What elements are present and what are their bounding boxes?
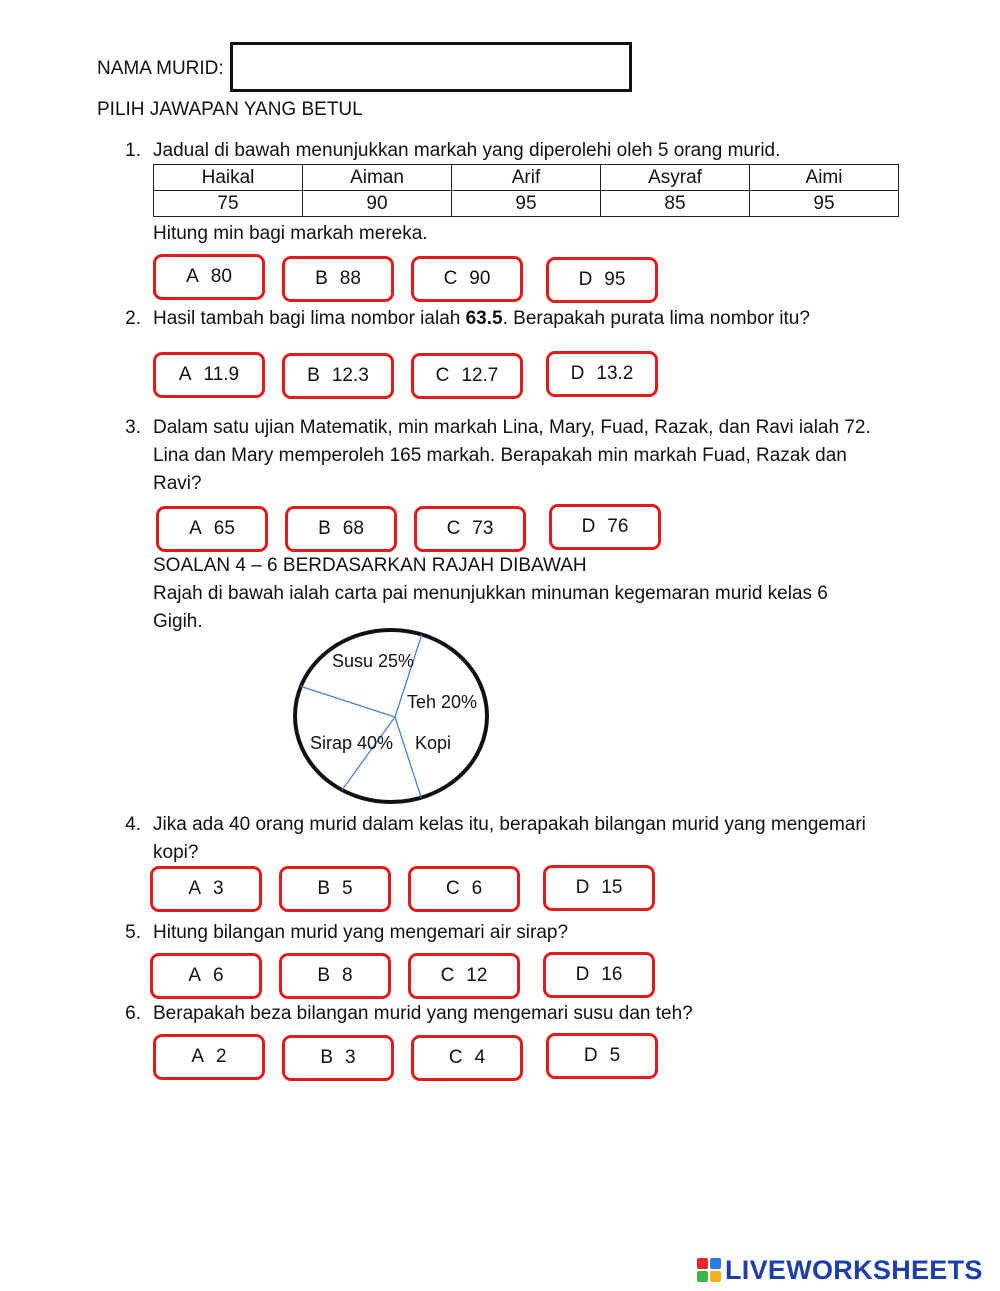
table-cell: Haikal — [154, 165, 303, 191]
q6-option-c[interactable] — [411, 1035, 523, 1081]
option-value: 8 — [342, 965, 353, 986]
option-letter: C — [435, 365, 450, 386]
option-value: 12.3 — [331, 365, 369, 386]
option-value: 11.9 — [203, 364, 240, 385]
q1-option-a[interactable] — [153, 254, 265, 300]
question-2-text — [153, 308, 810, 330]
option-letter: D — [575, 964, 590, 985]
option-letter: B — [318, 518, 331, 539]
section-description-line-2: Gigih. — [153, 611, 203, 632]
question-4-line-2: kopi? — [153, 842, 199, 863]
question-3-line-3: Ravi? — [153, 473, 202, 494]
section-title: SOALAN 4 – 6 BERDASARKAN RAJAH DIBAWAH — [153, 555, 587, 576]
option-value: 2 — [216, 1046, 227, 1067]
marks-table — [153, 164, 899, 217]
option-value: 65 — [213, 518, 235, 539]
q5-option-c[interactable] — [408, 953, 520, 999]
option-value: 6 — [471, 878, 483, 899]
question-5-number: 5. — [125, 922, 141, 943]
option-letter: A — [178, 364, 192, 385]
table-cell: 90 — [303, 191, 452, 217]
q3-option-b[interactable] — [285, 506, 397, 552]
q1-option-b[interactable] — [282, 256, 394, 302]
option-value: 12 — [466, 965, 488, 986]
option-letter: D — [583, 1045, 598, 1066]
table-cell: Aiman — [303, 165, 452, 191]
option-value: 16 — [601, 964, 623, 985]
question-3-line-2: Lina dan Mary memperoleh 165 markah. Berapakah min markah Fuad, Razak dan — [153, 445, 847, 466]
table-row — [154, 191, 899, 217]
option-letter: A — [191, 1046, 205, 1067]
name-label: NAMA MURID: — [97, 58, 224, 79]
option-letter: B — [315, 268, 328, 289]
question-1-number: 1. — [125, 140, 141, 161]
logo-square-icon — [697, 1271, 708, 1282]
question-2-text-start: Hasil tambah bagi lima nombor ialah — [153, 308, 466, 329]
question-1-subtext: Hitung min bagi markah mereka. — [153, 223, 428, 244]
slice-label-kopi: Kopi — [415, 733, 452, 753]
option-letter: D — [581, 516, 596, 537]
logo-square-icon — [710, 1258, 721, 1269]
q4-option-b[interactable] — [279, 866, 391, 912]
q5-option-a[interactable] — [150, 953, 262, 999]
option-letter: D — [575, 877, 590, 898]
q5-option-d[interactable] — [543, 952, 655, 998]
q6-option-b[interactable] — [282, 1035, 394, 1081]
question-3-line-1: Dalam satu ujian Matematik, min markah Lina, Mary, Fuad, Razak, dan Ravi ialah 72. — [153, 417, 871, 438]
question-5-text: Hitung bilangan murid yang mengemari air sirap? — [153, 922, 569, 943]
table-cell: 85 — [601, 191, 750, 217]
option-letter: A — [189, 518, 202, 539]
option-value: 5 — [342, 878, 353, 899]
question-1-text: Jadual di bawah menunjukkan markah yang diperolehi oleh 5 orang murid. — [153, 140, 781, 161]
option-letter: A — [186, 266, 199, 287]
question-6-number: 6. — [125, 1003, 141, 1024]
q4-option-a[interactable] — [150, 866, 262, 912]
option-letter: A — [188, 965, 202, 986]
q3-option-c[interactable] — [414, 506, 526, 552]
section-description-line-1: Rajah di bawah ialah carta pai menunjukkan minuman kegemaran murid kelas 6 — [153, 583, 828, 604]
q1-option-c[interactable] — [411, 256, 523, 302]
option-value: 95 — [604, 269, 626, 290]
option-value: 68 — [342, 518, 364, 539]
option-letter: C — [448, 1047, 463, 1068]
option-value: 90 — [469, 268, 491, 289]
logo-square-icon — [710, 1271, 721, 1282]
question-2-bold-number: 63.5 — [465, 308, 503, 329]
table-row — [154, 165, 899, 191]
question-4-line-1: Jika ada 40 orang murid dalam kelas itu, berapakah bilangan murid yang mengemari — [153, 814, 866, 835]
option-letter: C — [443, 268, 458, 289]
q3-option-a[interactable] — [156, 506, 268, 552]
student-name-field[interactable] — [230, 42, 632, 92]
question-2-text-end: . Berapakah purata lima nombor itu? — [502, 308, 810, 329]
question-6-text: Berapakah beza bilangan murid yang mengemari susu dan teh? — [153, 1003, 693, 1024]
option-value: 3 — [345, 1047, 356, 1068]
option-value: 13.2 — [596, 363, 634, 384]
option-value: 88 — [339, 268, 361, 289]
q5-option-b[interactable] — [279, 953, 391, 999]
table-cell: 75 — [154, 191, 303, 217]
table-cell: Asyraf — [601, 165, 750, 191]
q6-option-d[interactable] — [546, 1033, 658, 1079]
table-cell: Arif — [452, 165, 601, 191]
option-letter: B — [317, 878, 331, 899]
q6-option-a[interactable] — [153, 1034, 265, 1080]
option-value: 4 — [474, 1047, 486, 1068]
liveworksheets-logo-text: LIVEWORKSHEETS — [725, 1254, 983, 1285]
q2-option-b[interactable] — [282, 353, 394, 399]
option-value: 6 — [213, 965, 224, 986]
option-letter: C — [446, 518, 461, 539]
option-letter: C — [445, 878, 460, 899]
option-letter: D — [570, 363, 585, 384]
liveworksheets-logo — [697, 1255, 983, 1285]
q3-option-d[interactable] — [549, 504, 661, 550]
option-value: 73 — [472, 518, 494, 539]
option-letter: D — [578, 269, 593, 290]
question-4-number: 4. — [125, 814, 141, 835]
option-value: 3 — [213, 878, 224, 899]
option-letter: B — [320, 1047, 334, 1068]
option-letter: B — [317, 965, 331, 986]
q4-option-c[interactable] — [408, 866, 520, 912]
question-2-number: 2. — [125, 308, 141, 329]
option-value: 80 — [210, 266, 232, 287]
instruction-text: PILIH JAWAPAN YANG BETUL — [97, 99, 363, 120]
q4-option-d[interactable] — [543, 865, 655, 911]
table-cell: 95 — [750, 191, 899, 217]
pie-chart — [288, 628, 498, 808]
slice-label-susu: Susu 25% — [332, 651, 415, 671]
q2-option-a[interactable] — [153, 352, 265, 398]
q1-option-d[interactable] — [546, 257, 658, 303]
q2-option-d[interactable] — [546, 351, 658, 397]
option-value: 5 — [609, 1045, 621, 1066]
option-letter: C — [440, 965, 455, 986]
liveworksheets-logo-icon — [697, 1258, 721, 1282]
table-cell: Aimi — [750, 165, 899, 191]
option-value: 12.7 — [461, 365, 499, 386]
question-3-number: 3. — [125, 417, 141, 438]
q2-option-c[interactable] — [411, 353, 523, 399]
slice-label-sirap: Sirap 40% — [310, 733, 394, 753]
option-value: 76 — [607, 516, 629, 537]
table-cell: 95 — [452, 191, 601, 217]
option-letter: A — [188, 878, 202, 899]
slice-label-teh: Teh 20% — [407, 692, 478, 712]
logo-square-icon — [697, 1258, 708, 1269]
option-value: 15 — [601, 877, 623, 898]
option-letter: B — [307, 365, 320, 386]
